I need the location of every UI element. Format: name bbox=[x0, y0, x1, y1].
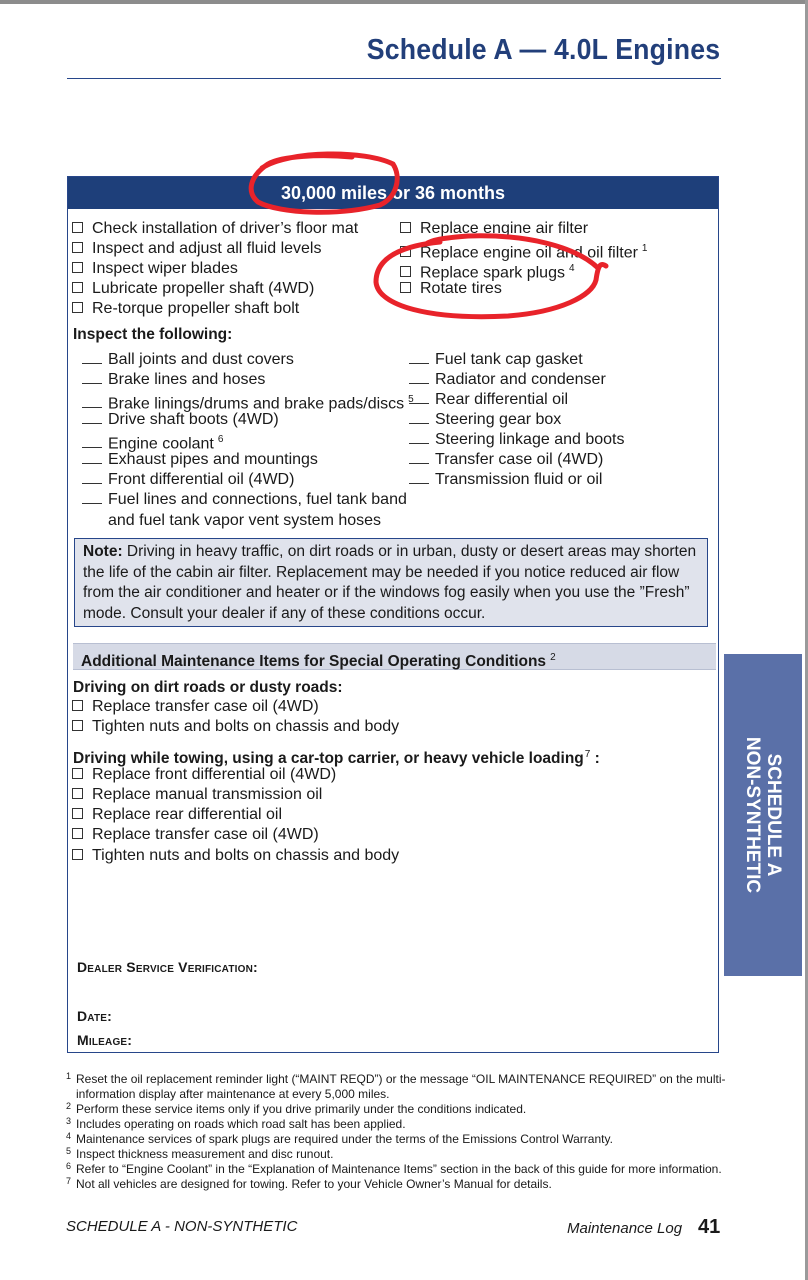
note-text: Driving in heavy traffic, on dirt roads or in urban, dusty or desert areas may shorten the life of the cabin air filter. Replacement may be needed if you notice reduced air flow from the air conditioner and heater or if the windows fog easily when you use the ”Fresh” mode. Consult your dealer if any of these conditions occur. bbox=[83, 543, 697, 622]
inspect-item-continuation: and fuel tank vapor vent system hoses bbox=[108, 512, 382, 529]
checkbox[interactable] bbox=[72, 720, 83, 731]
date-label: Date: bbox=[77, 1008, 113, 1024]
task-item: Lubricate propeller shaft (4WD) bbox=[72, 279, 314, 299]
inspect-item: Brake linings/drums and brake pads/discs $^5$ bbox=[82, 390, 414, 414]
checkbox[interactable] bbox=[72, 242, 83, 253]
checkbox[interactable] bbox=[72, 808, 83, 819]
task-item: Replace manual transmission oil bbox=[72, 785, 322, 805]
checkbox[interactable] bbox=[72, 302, 83, 313]
checkbox[interactable] bbox=[400, 222, 411, 233]
checkbox[interactable] bbox=[400, 266, 411, 277]
inspect-item: Brake lines and hoses bbox=[82, 370, 265, 390]
check-blank[interactable] bbox=[82, 451, 102, 464]
footer-log-label: Maintenance Log bbox=[567, 1220, 683, 1237]
check-blank[interactable] bbox=[409, 471, 429, 484]
task-item: Inspect and adjust all fluid levels bbox=[72, 239, 321, 259]
footnote-ref: 5 bbox=[408, 394, 414, 405]
footnotes bbox=[66, 1072, 726, 1192]
task-item: Check installation of driver’s floor mat bbox=[72, 219, 358, 239]
task-item: Inspect wiper blades bbox=[72, 259, 238, 279]
page-number: 41 bbox=[698, 1216, 721, 1238]
inspect-item: Steering linkage and boots bbox=[409, 430, 624, 450]
footnote: 4 Maintenance services of spark plugs are required under the terms of the Emissions Control Warranty. bbox=[66, 1131, 613, 1146]
check-blank[interactable] bbox=[409, 391, 429, 404]
inspect-item: Front differential oil (4WD) bbox=[82, 470, 294, 490]
towing-heading: Driving while towing, using a car-top carrier, or heavy vehicle loading$^7$ : bbox=[73, 749, 600, 768]
footnote-ref: 1 bbox=[641, 243, 648, 254]
task-item: Replace transfer case oil (4WD) bbox=[72, 697, 319, 717]
task-item: Replace front differential oil (4WD) bbox=[72, 765, 336, 785]
task-item: Replace engine air filter bbox=[400, 219, 588, 239]
inspect-item: Transfer case oil (4WD) bbox=[409, 450, 603, 470]
dirt-roads-heading: Driving on dirt roads or dusty roads: bbox=[73, 679, 343, 696]
check-blank[interactable] bbox=[82, 491, 102, 504]
check-blank[interactable] bbox=[82, 471, 102, 484]
note-label: Note: bbox=[83, 543, 123, 560]
checkbox[interactable] bbox=[72, 788, 83, 799]
side-tab-line2: NON-SYNTHETIC bbox=[742, 736, 763, 894]
inspect-item: Engine coolant $^6$ bbox=[82, 430, 223, 454]
inspect-item: Fuel lines and connections, fuel tank band bbox=[82, 490, 407, 510]
footnote: 1 Reset the oil replacement reminder light (“MAINT REQD”) or the message “OIL MAINTENANCE REQUIRED” on the multi-information display after maintenance at every 5,000 miles. bbox=[66, 1071, 726, 1101]
check-blank[interactable] bbox=[82, 395, 102, 408]
inspect-heading: Inspect the following: bbox=[73, 326, 233, 343]
footnote: 2 Perform these service items only if you drive primarily under the conditions indicated. bbox=[66, 1101, 527, 1116]
check-blank[interactable] bbox=[82, 351, 102, 364]
checkbox[interactable] bbox=[72, 768, 83, 779]
footnote: 6 Refer to “Engine Coolant” in the “Explanation of Maintenance Items” section in the back of this guide for more information. bbox=[66, 1161, 722, 1176]
footnote-ref: 4 bbox=[568, 263, 575, 274]
task-item: Replace transfer case oil (4WD) bbox=[72, 825, 319, 845]
footnote: 5 Inspect thickness measurement and disc runout. bbox=[66, 1146, 334, 1161]
check-blank[interactable] bbox=[409, 351, 429, 364]
top-border bbox=[0, 0, 808, 4]
checkbox[interactable] bbox=[400, 246, 411, 257]
mileage-label: Mileage: bbox=[77, 1032, 133, 1048]
schedule-box bbox=[67, 176, 719, 1053]
section-side-tab bbox=[724, 654, 802, 976]
checkbox[interactable] bbox=[72, 828, 83, 839]
checkbox[interactable] bbox=[72, 262, 83, 273]
task-item: Re-torque propeller shaft bolt bbox=[72, 299, 299, 319]
inspect-item: Ball joints and dust covers bbox=[82, 350, 294, 370]
task-item: Tighten nuts and bolts on chassis and body bbox=[72, 846, 399, 866]
inspect-item: Steering gear box bbox=[409, 410, 561, 430]
checkbox[interactable] bbox=[72, 700, 83, 711]
footer-section-label: SCHEDULE A - NON-SYNTHETIC bbox=[66, 1218, 298, 1235]
check-blank[interactable] bbox=[409, 431, 429, 444]
footnote-ref: 6 bbox=[217, 434, 224, 445]
inspect-item: Exhaust pipes and mountings bbox=[82, 450, 318, 470]
side-tab-line1: SCHEDULE A bbox=[763, 753, 784, 877]
check-blank[interactable] bbox=[409, 371, 429, 384]
inspect-item: Transmission fluid or oil bbox=[409, 470, 602, 490]
check-blank[interactable] bbox=[82, 435, 102, 448]
checkbox[interactable] bbox=[400, 282, 411, 293]
page-title: Schedule A — 4.0L Engines bbox=[366, 34, 720, 66]
inspect-item: Drive shaft boots (4WD) bbox=[82, 410, 279, 430]
additional-maintenance-header: Additional Maintenance Items for Special Operating Conditions $^2$ bbox=[73, 643, 716, 670]
title-divider bbox=[67, 78, 721, 79]
footnote: 7 Not all vehicles are designed for towing. Refer to your Vehicle Owner’s Manual for details. bbox=[66, 1176, 552, 1191]
check-blank[interactable] bbox=[82, 371, 102, 384]
note-box bbox=[74, 538, 708, 627]
check-blank[interactable] bbox=[409, 451, 429, 464]
footnote-ref: 7 bbox=[584, 749, 591, 760]
checkbox[interactable] bbox=[72, 222, 83, 233]
task-item: Replace spark plugs $^4$ bbox=[400, 259, 575, 283]
task-item: Replace rear differential oil bbox=[72, 805, 282, 825]
inspect-item: Rear differential oil bbox=[409, 390, 568, 410]
inspect-item: Radiator and condenser bbox=[409, 370, 606, 390]
footnote-ref: 2 bbox=[550, 652, 556, 663]
check-blank[interactable] bbox=[82, 411, 102, 424]
task-item: Replace engine oil and oil filter $^1$ bbox=[400, 239, 647, 263]
interval-header: 30,000 miles or 36 months bbox=[68, 177, 718, 209]
footnote: 3 Includes operating on roads which road salt has been applied. bbox=[66, 1116, 406, 1131]
checkbox[interactable] bbox=[72, 282, 83, 293]
check-blank[interactable] bbox=[409, 411, 429, 424]
dealer-verification-label: Dealer Service Verification: bbox=[77, 959, 258, 975]
task-item: Tighten nuts and bolts on chassis and body bbox=[72, 717, 399, 737]
task-item: Rotate tires bbox=[400, 279, 502, 299]
inspect-item: Fuel tank cap gasket bbox=[409, 350, 583, 370]
checkbox[interactable] bbox=[72, 849, 83, 860]
